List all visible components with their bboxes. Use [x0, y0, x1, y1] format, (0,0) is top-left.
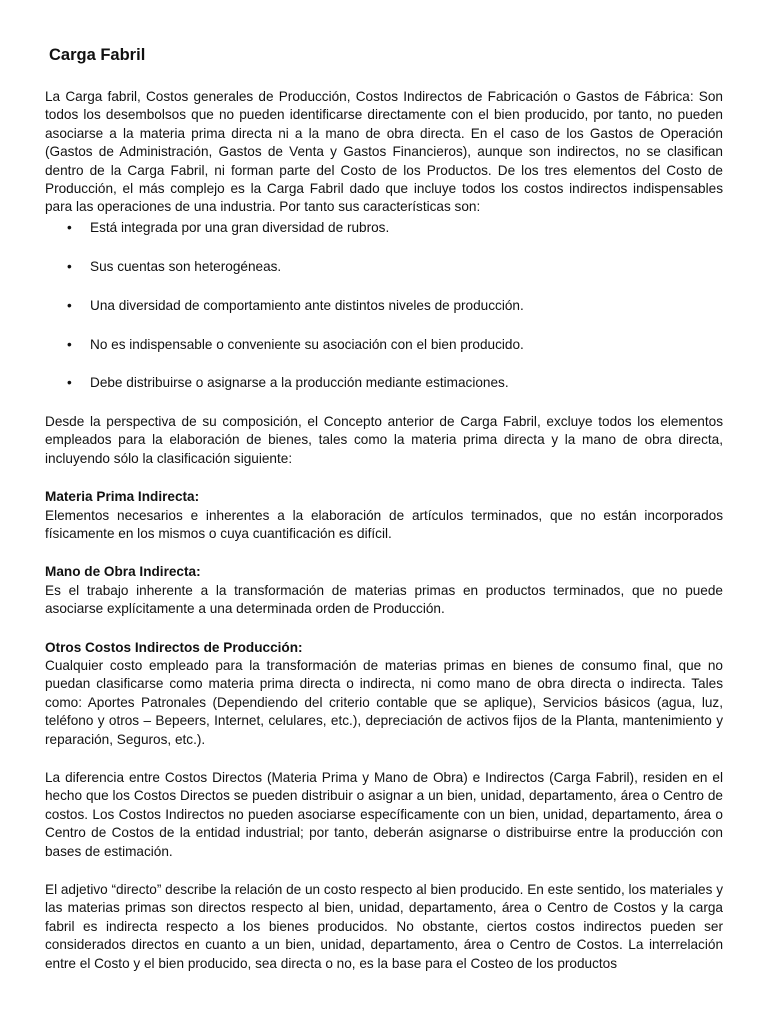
- bullet-icon: •: [67, 336, 72, 352]
- bullet-icon: •: [67, 219, 72, 235]
- list-item: [45, 219, 723, 237]
- list-item: [45, 297, 723, 315]
- list-item: [45, 374, 723, 392]
- list-item-text: Está integrada por una gran diversidad de rubros.: [90, 219, 390, 235]
- list-item-text: No es indispensable o conveniente su asociación con el bien producido.: [90, 336, 524, 352]
- section-heading: Otros Costos Indirectos de Producción:: [45, 639, 303, 655]
- composition-paragraph: Desde la perspectiva de su composición, el Concepto anterior de Carga Fabril, excluye todos los elementos empleados para la elaboración de bienes, tales como la materia prima directa y la mano de obra directa, incluyendo sólo la clasificación siguiente:: [45, 413, 723, 466]
- list-item-text: Debe distribuirse o asignarse a la producción mediante estimaciones.: [90, 375, 509, 391]
- list-item: [45, 258, 723, 276]
- characteristics-list: [45, 219, 723, 393]
- bullet-icon: •: [67, 297, 72, 313]
- difference-paragraph: La diferencia entre Costos Directos (Materia Prima y Mano de Obra) e Indirectos (Carga Fabril), residen en el hecho que los Costos Directos se pueden distribuir o asignar a un bien, unidad, departamento, área o Centro de costos. Los Costos Indirectos no pueden asociarse específicamente con un bien, unidad, departamento, área o Centro de Costos de la entidad industrial; por tanto, deberán asignarse o distribuirse entre la producción con bases de estimación.: [45, 769, 723, 859]
- adjective-paragraph: El adjetivo “directo” describe la relación de un costo respecto al bien producido. En este sentido, los materiales y las materias primas son directos respecto al bien, unidad, departamento, área o Centro de Costos y la carga fabril es indirecta respecto a los bienes producidos. No obstante, ciertos costos indirectos pueden ser considerados directos en cuanto a un bien, unidad, departamento, área o Centro de Costos. La interrelación entre el Costo y el bien producido, sea directa o no, es la base para el Costeo de los productos: [45, 882, 723, 971]
- bullet-icon: •: [67, 375, 72, 391]
- document-page: [45, 44, 723, 973]
- section-body: Es el trabajo inherente a la transformación de materias primas en productos terminados, que no puede asociarse explícitamente a una determinada orden de Producción.: [45, 582, 723, 617]
- list-item: [45, 336, 723, 354]
- list-item-text: Sus cuentas son heterogéneas.: [90, 258, 282, 274]
- intro-paragraph: La Carga fabril, Costos generales de Producción, Costos Indirectos de Fabricación o Gastos de Fábrica: Son todos los desembolsos que no pueden identificarse directamente con el bien producido, por tanto, no pueden asociarse a la materia prima directa ni a la mano de obra directa. En el caso de los Gastos de Operación (Gastos de Administración, Gastos de Venta y Gastos Financieros), aunque son indirectos, no se clasifican dentro de la Carga Fabril, ni forman parte del Costo de los Productos. De los tres elementos del Costo de Producción, el más complejo es la Carga Fabril dado que incluye todos los costos indirectos indispensables para las operaciones de una industria. Por tanto sus características son:: [45, 89, 723, 215]
- section-body: Cualquier costo empleado para la transformación de materias primas en bienes de consumo final, que no puedan clasificarse como materia prima directa o indirecta, ni como mano de obra directa o indirecta. Tales como: Aportes Patronales (Dependiendo del criterio contable que se aplique), Servicios básicos (agua, luz, teléfono y otros – Bepeers, Internet, celulares, etc.), depreciación de activos fijos de la Planta, mantenimiento y reparación, Seguros, etc.).: [45, 657, 723, 747]
- section-mano-obra: [45, 563, 723, 618]
- section-heading: Materia Prima Indirecta:: [45, 489, 200, 505]
- section-body: Elementos necesarios e inherentes a la elaboración de artículos terminados, que no están incorporados físicamente en los mismos o cuya cuantificación es difícil.: [45, 507, 723, 541]
- section-materia-prima: [45, 488, 723, 543]
- bullet-icon: •: [67, 258, 72, 274]
- section-otros-costos: [45, 639, 723, 749]
- section-heading: Mano de Obra Indirecta:: [45, 564, 201, 580]
- list-item-text: Una diversidad de comportamiento ante distintos niveles de producción.: [90, 297, 524, 313]
- document-title: Carga Fabril: [49, 46, 146, 64]
